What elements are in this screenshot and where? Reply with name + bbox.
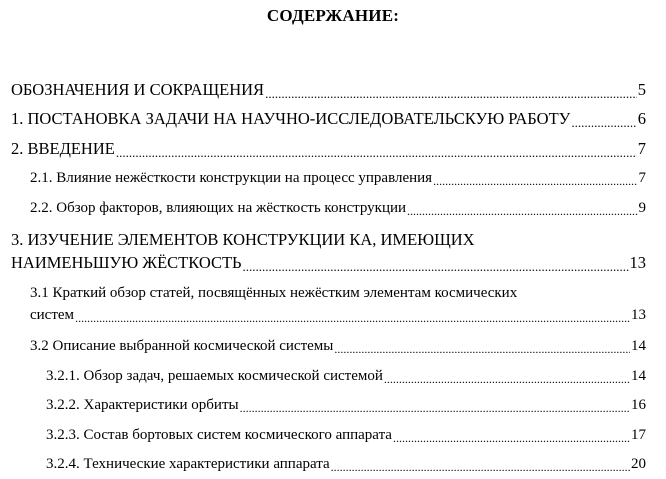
toc-entry-label: 3.2.3. Состав бортовых систем космического аппарата [46, 427, 392, 443]
toc-entry-page: 14 [631, 338, 646, 354]
dot-leader [240, 402, 630, 414]
toc-entry-label: 3. ИЗУЧЕНИЕ ЭЛЕМЕНТОВ КОНСТРУКЦИИ КА, ИМЕЮЩИХ [11, 230, 475, 249]
dot-leader [265, 87, 637, 100]
dot-leader [334, 343, 630, 355]
toc-entry-page: 16 [631, 397, 646, 413]
toc-entry-label: 2.2. Обзор факторов, влияющих на жёсткость конструкции [30, 200, 407, 216]
toc-entry-page: 17 [631, 427, 646, 443]
toc-entry-section-2-2[interactable] [30, 200, 646, 217]
dot-leader [243, 260, 629, 273]
toc-entry-page: 9 [638, 200, 646, 216]
toc-entry-label: 2.1. Влияние нежёсткости конструкции на процесс управления [30, 170, 433, 186]
toc-entry-abbreviations[interactable] [11, 80, 646, 100]
toc-entry-section-3-1-line1[interactable] [30, 285, 646, 302]
toc-entry-label: 1. ПОСТАНОВКА ЗАДАЧИ НА НАУЧНО-ИССЛЕДОВАТЕЛЬСКУЮ РАБОТУ [11, 109, 571, 128]
toc-entry-section-3-2[interactable] [30, 338, 646, 355]
toc-entry-page: 5 [637, 80, 646, 99]
toc-entry-section-2[interactable] [11, 139, 646, 159]
toc-entry-label: 3.2.4. Технические характеристики аппарата [46, 456, 330, 472]
dot-leader [433, 175, 637, 187]
toc-entry-label: 3.2.1. Обзор задач, решаемых космической системой [46, 368, 383, 384]
toc-entry-label: ОБОЗНАЧЕНИЯ И СОКРАЩЕНИЯ [11, 80, 265, 99]
toc-entry-page: 6 [637, 109, 646, 128]
toc-entry-section-3[interactable] [11, 253, 646, 273]
toc-entry-section-1[interactable] [11, 109, 646, 129]
toc-entry-section-3-line1[interactable] [11, 230, 646, 250]
toc-entry-section-3-1[interactable] [30, 307, 646, 324]
toc-entry-page: 20 [631, 456, 646, 472]
dot-leader [384, 373, 630, 385]
toc-title: СОДЕРЖАНИЕ: [266, 6, 400, 25]
toc-entry-label: 2. ВВЕДЕНИЕ [11, 139, 115, 158]
toc-entry-label: НАИМЕНЬШУЮ ЖЁСТКОСТЬ [11, 253, 242, 272]
toc-entry-section-3-2-2[interactable] [46, 397, 646, 414]
toc-entry-label: 3.2 Описание выбранной космической системы [30, 338, 334, 354]
toc-entry-label: 3.2.2. Характеристики орбиты [46, 397, 239, 413]
toc-entry-page: 7 [637, 139, 646, 158]
toc-entry-page: 13 [631, 307, 646, 323]
dot-leader [75, 312, 630, 324]
toc-entry-page: 7 [638, 170, 646, 186]
dot-leader [407, 205, 637, 217]
dot-leader [331, 461, 630, 473]
dot-leader [116, 146, 637, 159]
dot-leader [393, 432, 630, 444]
toc-entry-section-3-2-4[interactable] [46, 456, 646, 473]
toc-entry-section-2-1[interactable] [30, 170, 646, 187]
dot-leader [571, 116, 636, 129]
toc-entry-page: 14 [631, 368, 646, 384]
toc-entry-page: 13 [629, 253, 646, 272]
toc-entry-label: 3.1 Краткий обзор статей, посвящённых нежёстким элементам космических [30, 285, 518, 301]
toc-entry-label: систем [30, 307, 75, 323]
toc-entry-section-3-2-3[interactable] [46, 427, 646, 444]
toc-entry-section-3-2-1[interactable] [46, 368, 646, 385]
